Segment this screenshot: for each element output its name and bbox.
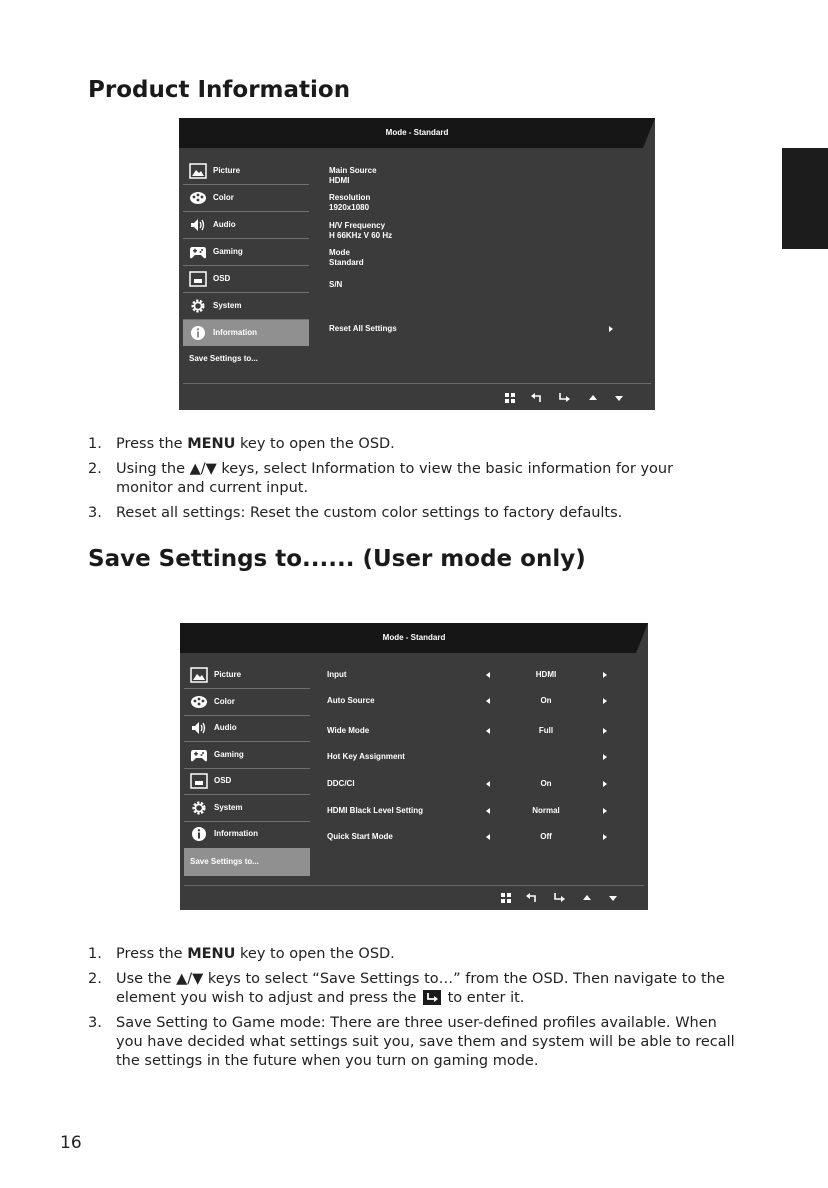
step-number: 2. — [88, 461, 102, 477]
info-icon — [189, 325, 207, 341]
setting-value-hdmi-black-level: Normal — [532, 806, 560, 815]
osd-menu-label: OSD — [214, 776, 232, 785]
setting-value-auto-source: On — [540, 696, 552, 705]
enter-arrow-icon[interactable] — [552, 892, 566, 904]
menu-key: MENU — [187, 436, 236, 452]
osd-screenshot-save-settings — [180, 623, 648, 910]
osd-menu-label: Color — [214, 697, 235, 706]
osd-menu-label: Information — [213, 328, 257, 337]
list-item — [88, 435, 728, 454]
mode-label: Mode — [329, 248, 350, 257]
reset-all-settings-label[interactable]: Reset All Settings — [329, 324, 397, 333]
step-text: key to open the OSD. — [235, 946, 395, 962]
list-item — [88, 970, 748, 1008]
osd-menu-item-osd[interactable] — [183, 266, 309, 293]
resolution-label: Resolution — [329, 193, 371, 202]
input-left-arrow-icon[interactable] — [486, 672, 490, 678]
step-text: Use the ▲/▼ keys to select “Save Settings to…” from the OSD. Then navigate to the element you wish to adjust and press the — [116, 971, 725, 1006]
main-source-value: HDMI — [329, 176, 350, 185]
osd-menu-item-system[interactable] — [184, 795, 310, 822]
osd-menu-item-gaming[interactable] — [184, 742, 310, 769]
gamepad-icon — [190, 747, 208, 763]
step-text: Reset all settings: Reset the custom color settings to factory defaults. — [116, 505, 623, 521]
osd-menu-item-audio[interactable] — [183, 212, 309, 239]
steps-list-save-settings — [88, 945, 748, 1077]
gear-icon — [190, 800, 208, 816]
resolution-value: 1920x1080 — [329, 203, 370, 212]
step-text: Save Setting to Game mode: There are three user-defined profiles available. When you have decided what settings suit you, save them and system will be able to recall the settings in the future when you turn on gaming mode. — [116, 1015, 735, 1069]
setting-label-hdmi-black-level: HDMI Black Level Setting — [327, 806, 424, 815]
setting-label-auto-source: Auto Source — [327, 696, 375, 705]
reset-right-arrow-icon[interactable] — [609, 326, 613, 332]
osd-menu-label: Gaming — [213, 247, 243, 256]
step-text: Press the — [116, 946, 188, 962]
ddc-ci-right-arrow-icon[interactable] — [603, 781, 607, 787]
osd-menu-label: OSD — [213, 274, 231, 283]
picture-icon — [190, 667, 208, 683]
auto-source-right-arrow-icon[interactable] — [603, 698, 607, 704]
back-arrow-icon[interactable] — [530, 392, 544, 404]
wide-mode-left-arrow-icon[interactable] — [486, 728, 490, 734]
back-arrow-icon[interactable] — [525, 892, 539, 904]
osd-header — [180, 623, 648, 653]
osd-menu-label: Audio — [213, 220, 236, 229]
osd-header-title: Mode - Standard — [382, 633, 446, 642]
step-number: 3. — [88, 505, 102, 521]
osd-menu-item-save-settings[interactable] — [183, 346, 309, 372]
osd-menu-label: Save Settings to... — [190, 857, 259, 866]
osd-screenshot-information — [179, 118, 655, 410]
hdmi-black-level-left-arrow-icon[interactable] — [486, 808, 490, 814]
osd-menu-label: Picture — [214, 670, 242, 679]
section-title-product-information: Product Information — [88, 77, 351, 103]
section-title-save-settings: Save Settings to...... (User mode only) — [88, 546, 586, 572]
chapter-tab — [782, 148, 828, 249]
picture-icon — [189, 163, 207, 179]
speaker-icon — [189, 217, 207, 233]
setting-label-hot-key-assignment: Hot Key Assignment — [327, 752, 405, 761]
setting-label-ddc-ci: DDC/CI — [327, 779, 355, 788]
setting-label-quick-start-mode: Quick Start Mode — [327, 832, 393, 841]
setting-label-input: Input — [327, 670, 347, 679]
up-arrow-icon[interactable] — [586, 392, 600, 404]
gamepad-icon — [189, 244, 207, 260]
page-number: 16 — [60, 1133, 82, 1153]
menu-key: MENU — [187, 946, 236, 962]
hdmi-black-level-right-arrow-icon[interactable] — [603, 808, 607, 814]
sn-label: S/N — [329, 280, 343, 289]
setting-value-quick-start-mode: Off — [540, 832, 552, 841]
list-item — [88, 945, 748, 964]
grid-menu-icon[interactable] — [499, 892, 513, 904]
color-palette-icon — [189, 190, 207, 206]
osd-menu-item-information[interactable] — [184, 821, 310, 847]
ddc-ci-left-arrow-icon[interactable] — [486, 781, 490, 787]
setting-label-wide-mode: Wide Mode — [327, 726, 370, 735]
step-text: to enter it. — [443, 990, 525, 1006]
list-item — [88, 460, 728, 498]
osd-menu-item-save-settings[interactable] — [184, 848, 310, 876]
quick-start-left-arrow-icon[interactable] — [486, 834, 490, 840]
setting-value-ddc-ci: On — [540, 779, 552, 788]
color-palette-icon — [190, 694, 208, 710]
osd-menu-item-osd[interactable] — [184, 768, 310, 795]
osd-menu-item-picture[interactable] — [183, 158, 309, 185]
osd-footer-divider — [184, 885, 644, 886]
osd-menu-label: Color — [213, 193, 234, 202]
mode-value: Standard — [329, 258, 364, 267]
down-arrow-icon[interactable] — [606, 892, 620, 904]
osd-menu-label: Information — [214, 829, 258, 838]
input-right-arrow-icon[interactable] — [603, 672, 607, 678]
main-source-label: Main Source — [329, 166, 377, 175]
osd-menu-item-picture[interactable] — [184, 662, 310, 689]
osd-menu-label: Save Settings to... — [189, 354, 258, 363]
info-icon — [190, 826, 208, 842]
osd-menu-item-information[interactable] — [183, 320, 309, 346]
osd-window-icon — [189, 271, 207, 287]
steps-list-information — [88, 435, 728, 529]
list-item — [88, 1014, 748, 1071]
wide-mode-right-arrow-icon[interactable] — [603, 728, 607, 734]
enter-key-icon — [423, 990, 441, 1005]
enter-arrow-icon[interactable] — [557, 392, 571, 404]
osd-menu-item-system[interactable] — [183, 293, 309, 320]
osd-menu-item-gaming[interactable] — [183, 239, 309, 266]
grid-menu-icon[interactable] — [503, 392, 517, 404]
step-number: 2. — [88, 971, 102, 987]
step-text: key to open the OSD. — [235, 436, 395, 452]
step-number: 3. — [88, 1015, 102, 1031]
frequency-value: H 66KHz V 60 Hz — [329, 231, 393, 240]
auto-source-left-arrow-icon[interactable] — [486, 698, 490, 704]
setting-value-input: HDMI — [535, 670, 557, 679]
osd-header — [179, 118, 655, 148]
osd-window-icon — [190, 773, 208, 789]
osd-menu-label: Audio — [214, 723, 237, 732]
speaker-icon — [190, 720, 208, 736]
step-text: Press the — [116, 436, 188, 452]
gear-icon — [189, 298, 207, 314]
step-text: Using the ▲/▼ keys, select Information to view the basic information for your monitor and current input. — [116, 461, 674, 496]
frequency-label: H/V Frequency — [329, 221, 386, 230]
down-arrow-icon[interactable] — [612, 392, 626, 404]
osd-menu-label: Picture — [213, 166, 241, 175]
osd-menu-label: Gaming — [214, 750, 244, 759]
hot-key-right-arrow-icon[interactable] — [603, 754, 607, 760]
osd-menu-item-color[interactable] — [184, 689, 310, 716]
setting-value-wide-mode: Full — [538, 726, 554, 735]
osd-footer-divider — [183, 383, 651, 384]
osd-menu-item-color[interactable] — [183, 185, 309, 212]
list-item — [88, 504, 728, 523]
osd-menu-label: System — [214, 803, 243, 812]
up-arrow-icon[interactable] — [580, 892, 594, 904]
step-number: 1. — [88, 946, 102, 962]
osd-menu-label: System — [213, 301, 242, 310]
quick-start-right-arrow-icon[interactable] — [603, 834, 607, 840]
step-number: 1. — [88, 436, 102, 452]
osd-header-title: Mode - Standard — [385, 128, 449, 137]
osd-menu-item-audio[interactable] — [184, 715, 310, 742]
